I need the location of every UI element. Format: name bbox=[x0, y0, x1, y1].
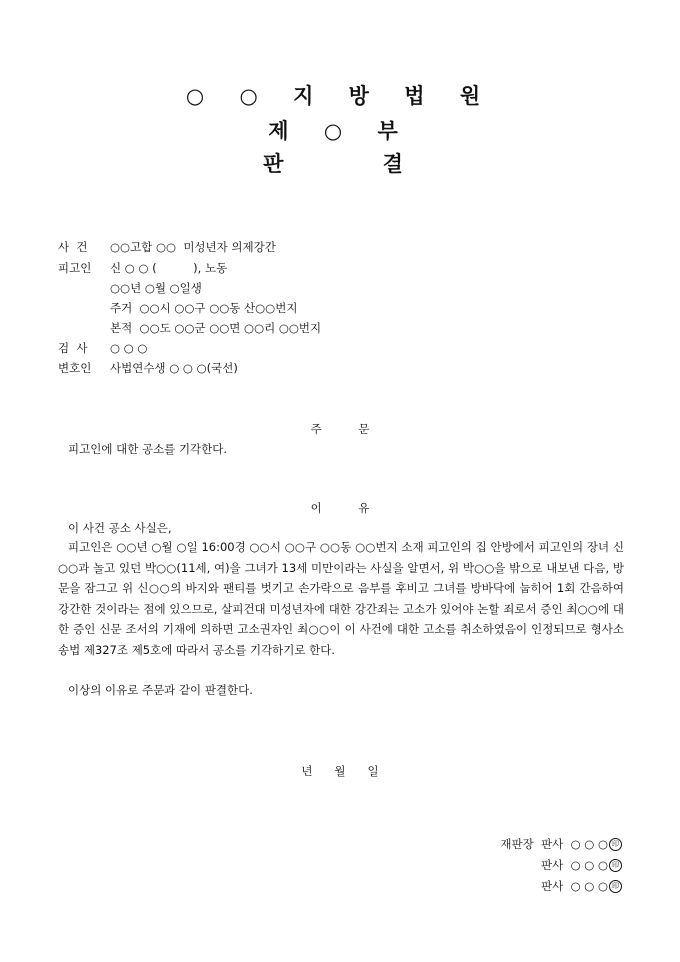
prosecutor-value: ○ ○ ○ bbox=[110, 341, 148, 355]
reasons-heading: 이 유 bbox=[310, 501, 370, 515]
reasons-conclusion: 이상의 이유로 주문과 같이 판결한다. bbox=[68, 683, 253, 697]
division-name: 제 ○ 부 bbox=[268, 118, 412, 143]
defendant-label: 피고인 bbox=[58, 261, 92, 275]
associate-judge-2 bbox=[526, 864, 622, 908]
seal-icon: 印 bbox=[609, 859, 622, 872]
defendant-domicile: 본적 ○○도 ○○군 ○○면 ○○리 ○○번지 bbox=[110, 321, 322, 335]
judge-title: 재판장 판사 bbox=[500, 837, 564, 851]
judge-name: ○ ○ ○ bbox=[570, 837, 608, 851]
case-label: 사 건 bbox=[58, 240, 88, 254]
defendant-value: 신 ○ ○ ( ), 노동 bbox=[110, 261, 228, 275]
reasons-body bbox=[58, 537, 624, 660]
reasons-intro: 이 사건 공소 사실은, bbox=[68, 521, 172, 535]
seal-icon: 印 bbox=[609, 880, 622, 893]
judge-name: ○ ○ ○ bbox=[570, 879, 608, 893]
document-type: 판 결 bbox=[263, 151, 417, 176]
judge-name: ○ ○ ○ bbox=[570, 858, 608, 872]
judge-title: 판사 bbox=[541, 879, 564, 893]
counsel-label: 변호인 bbox=[58, 361, 92, 375]
court-name: ○ ○ 지 방 법 원 bbox=[185, 83, 495, 108]
judgment-date: 년 월 일 bbox=[301, 764, 379, 778]
counsel-value: 사법연수생 ○ ○ ○(국선) bbox=[110, 361, 238, 375]
judge-title: 판사 bbox=[541, 858, 564, 872]
defendant-address: 주거 ○○시 ○○구 ○○동 산○○번지 bbox=[110, 301, 298, 315]
ruling-text: 피고인에 대한 공소를 기각한다. bbox=[68, 442, 228, 456]
defendant-birth: ○○년 ○월 ○일생 bbox=[110, 281, 202, 295]
seal-icon: 印 bbox=[609, 838, 622, 851]
prosecutor-label: 검 사 bbox=[58, 341, 88, 355]
reasons-body-text: 피고인은 ○○년 ○월 ○일 16:00경 ○○시 ○○구 ○○동 ○○번지 소재 피고인의 집 안방에서 피고인의 장녀 신○○과 놀고 있던 박○○(11세, 여)을 그녀가 13세 미만이라는 사실을 알면서, 위 박○○을 밖으로 내보낸 다음, 방문을 잠그고 위 신○○의 바지와 팬티를 벗기고 손가락으로 음부를 후비고 그녀를 방바닥에 눕히어 1회 간음하여 강간한 것이라는 점에 있으므로, 살피건대 미성년자에 대한 강간죄는 고소가 있어야 논할 죄로서 증인 최○○에 대한 증인 신문 조서의 기재에 의하면 고소권자인 최○○이 이 사건에 대한 고소를 취소하였음이 인정되므로 형사소송법 제327조 제5호에 따라서 공소를 기각하기로 한다. bbox=[58, 540, 624, 657]
case-value: ○○고합 ○○ 미성년자 의제강간 bbox=[110, 240, 276, 254]
ruling-heading: 주 문 bbox=[310, 422, 370, 436]
